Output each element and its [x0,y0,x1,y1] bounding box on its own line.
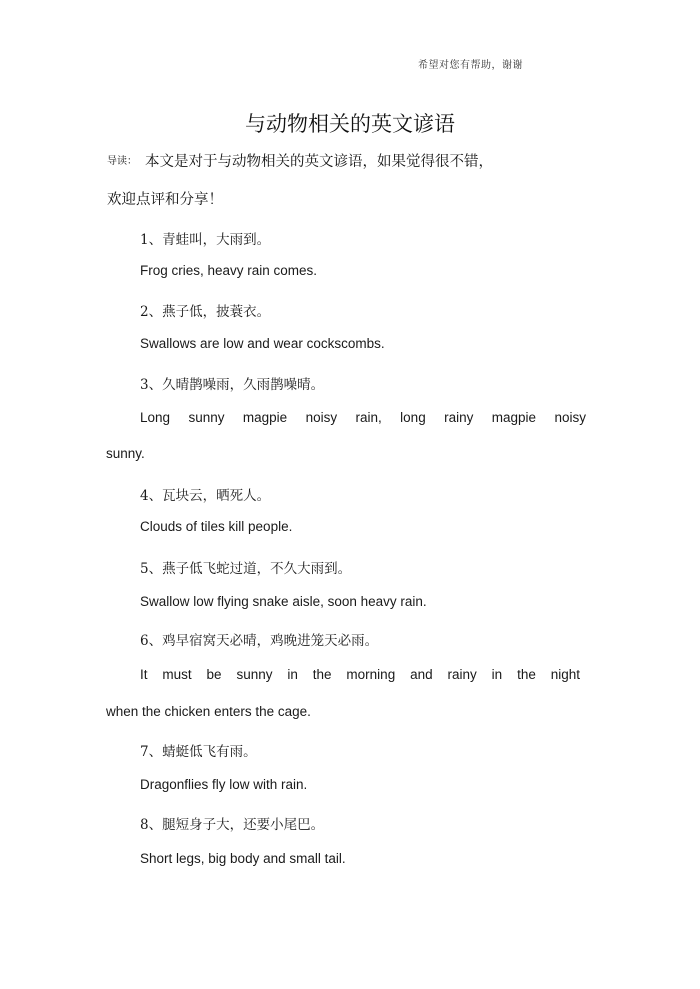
proverb-7-chinese: 7、蜻蜓低飞有雨。 [140,744,257,760]
intro-label: 导读： [107,156,137,167]
intro-line-2: 欢迎点评和分享！ [107,192,223,208]
header-note: 希望对您有帮助，谢谢 [418,60,523,71]
proverb-6-chinese: 6、鸡早宿窝天必晴，鸡晚进笼天必雨。 [140,633,379,649]
proverb-8-chinese: 8、腿短身子大，还要小尾巴。 [140,817,325,833]
proverb-8-english: Short legs, big body and small tail. [140,851,346,866]
proverb-3-english-line-1: Long sunny magpie noisy rain, long rainy magpie noisy [140,410,586,425]
intro-text-1: 本文是对于与动物相关的英文谚语，如果觉得很不错， [145,154,493,170]
proverb-4-english: Clouds of tiles kill people. [140,519,293,534]
proverb-1-chinese: 1、青蛙叫，大雨到。 [140,232,271,248]
intro-line-1 [107,150,493,171]
proverb-2-chinese: 2、燕子低，披蓑衣。 [140,304,271,320]
proverb-5-english: Swallow low flying snake aisle, soon heavy rain. [140,594,427,609]
proverb-3-english-line-2: sunny. [106,446,145,461]
proverb-6-english-line-1: It must be sunny in the morning and rainy in the night [140,667,580,682]
page-title: 与动物相关的英文谚语 [245,112,455,136]
proverb-4-chinese: 4、瓦块云，晒死人。 [140,488,271,504]
proverb-6-english-line-2: when the chicken enters the cage. [106,704,311,719]
proverb-5-chinese: 5、燕子低飞蛇过道，不久大雨到。 [140,561,352,577]
proverb-3-chinese: 3、久晴鹊噪雨，久雨鹊噪晴。 [140,377,325,393]
proverb-1-english: Frog cries, heavy rain comes. [140,263,318,278]
proverb-7-english: Dragonflies fly low with rain. [140,777,308,792]
proverb-2-english: Swallows are low and wear cockscombs. [140,336,385,351]
